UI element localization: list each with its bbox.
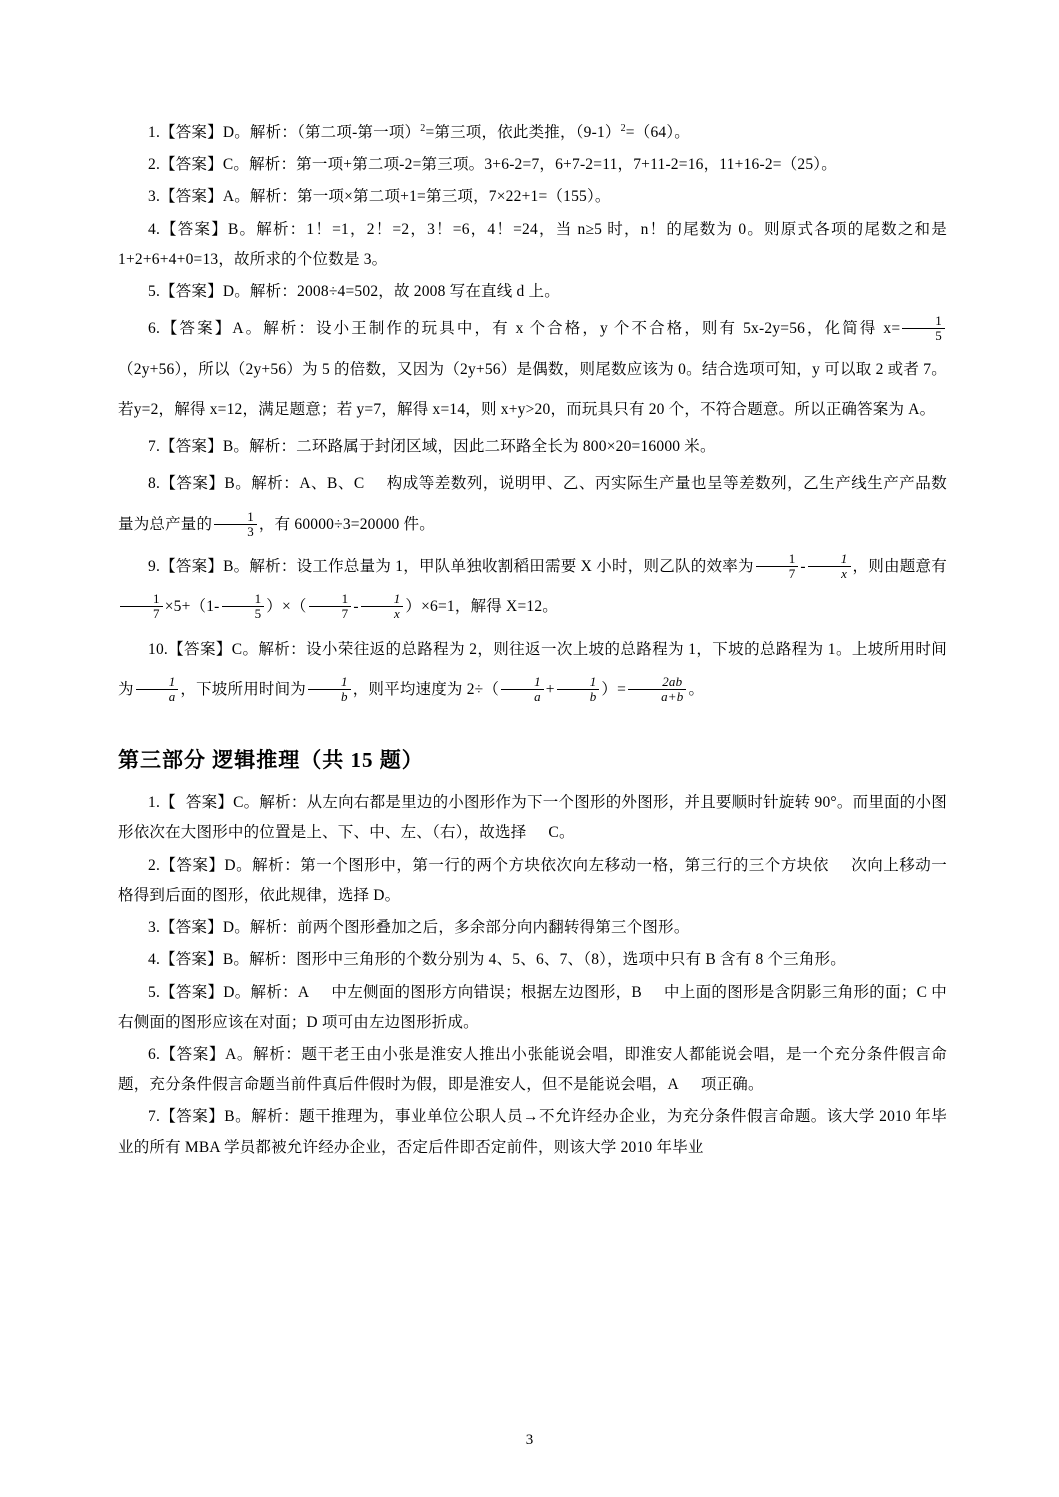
logic-6-part-b: 项正确。 [700, 1076, 764, 1094]
fraction-denominator: x [808, 566, 851, 581]
fraction-numerator: 1 [840, 550, 848, 566]
fraction-one-over-a-2 [501, 675, 544, 704]
fraction-one-fifth-2 [222, 592, 265, 621]
fraction-denominator: 5 [222, 606, 265, 621]
answer-6-part2: （2y+56），所以（2y+56）为 5 的倍数，又因为（2y+56）是偶数，则尾数应该为 0。结合选项可知，y 可以取 2 或者 7。若y=2，解得 x=12，满足题意；若 y=7，解得 x=14，则 x+y>20，而玩具只有 20 个，不符合题意。所以正确答案为 A。 [118, 360, 947, 418]
fraction-denominator: 7 [309, 606, 352, 621]
math-answer-6 [118, 309, 947, 430]
fraction-denominator: 5 [902, 328, 945, 343]
fraction-numerator: 1 [393, 591, 401, 607]
fraction-numerator: 1 [788, 550, 796, 566]
answer-10-part3: ，则平均速度为 2÷（ [352, 680, 500, 698]
logic-5-part-c: 中上面的图形是含阴影三角形的面；C 中右侧面的图形应该在对面；D 项可由左边图形折成。 [118, 983, 947, 1031]
fraction-numerator: 1 [247, 508, 254, 524]
math-answer-3: 3.【答案】A。解析：第一项×第二项+1=第三项，7×22+1=（155）。 [148, 188, 611, 206]
answer-9-part1: 9.【答案】B。解析：设工作总量为 1，甲队单独收割稻田需要 X 小时，则乙队的效率为 [148, 558, 754, 576]
answer-9-part2: ，则由题意有 [852, 558, 948, 576]
fraction-one-over-b [308, 675, 351, 704]
math-answer-9 [118, 547, 947, 628]
fraction-numerator: 1 [153, 591, 160, 607]
fraction-one-seventh [756, 552, 799, 581]
section-title-logic: 第三部分 逻辑推理（共 15 题） [118, 748, 424, 773]
fraction-numerator: 1 [534, 673, 541, 689]
fraction-one-over-x-2 [361, 592, 404, 621]
answer-1-text-part1: 1.【答案】D。解析：（第二项-第一项） [148, 124, 421, 141]
logic-answer-7: 7.【答案】B。解析：题干推理为，事业单位公职人员→不允许经办企业，为充分条件假言命题。该大学 2010 年毕业的所有 MBA 学员都被允许经办企业，否定后件即否定前件，则该大学 2010 年毕业 [118, 1108, 947, 1156]
answer-8-part2: ，有 60000÷3=20000 件。 [258, 515, 435, 533]
fraction-denominator: a [501, 689, 544, 704]
answer-8-part1b: 构成等差数列，说明甲、乙、丙实际生产量也呈等差数列，乙生产线生产产品数量为总产量的 [118, 475, 947, 533]
math-answer-10 [118, 630, 947, 711]
answer-9-part5: - [353, 598, 359, 616]
answer-10-part4: ）= [601, 680, 627, 698]
answer-10-part5: 。 [688, 680, 705, 698]
logic-6-part-a: 6.【答案】A。解析：题干老王由小张是淮安人推出小张能说会唱，即淮安人都能说会唱，是一个充分条件假言命题，充分条件假言命题当前件真后件假时为假，即是淮安人，但不是能说会唱，A [118, 1045, 947, 1094]
logic-1-part-a: 1.【 [148, 794, 176, 812]
fraction-one-third [214, 510, 257, 539]
fraction-numerator: 1 [168, 673, 176, 689]
logic-2-part-a: 2.【答案】D。解析：第一个图形中，第一行的两个方块依次向左移动一格，第三行的三个方块依 [148, 856, 829, 874]
logic-5-part-b: 中左侧面的图形方向错误；根据左边图形，B [331, 983, 642, 1001]
logic-5-part-a: 5.【答案】D。解析：A [148, 983, 310, 1001]
fraction-numerator: 2ab [662, 673, 683, 689]
fraction-one-seventh-3 [309, 592, 352, 621]
answer-9-part3: ×5+（1- [164, 598, 220, 616]
answer-10-part1: 10.【答案】C。解析：设小荣往返的总路程为 2，则往返一次上坡的总路程为 1，下坡的总路程为 1。上坡所用时间为 [118, 640, 947, 698]
fraction-numerator: 1 [341, 591, 349, 607]
fraction-denominator: 7 [756, 566, 799, 581]
answer-1-text-tail: =（64）。 [625, 124, 690, 141]
logic-2-part-b: 次向上移动一格得到后面的图形，依此规律，选择 D。 [118, 856, 947, 904]
fraction-denominator: b [557, 689, 600, 704]
fraction-denominator: 3 [214, 524, 257, 539]
fraction-denominator: x [361, 606, 404, 621]
fraction-one-fifth [902, 314, 945, 343]
logic-1-part-b: 答案】C。解析：从左向右都是里边的小图形作为下一个图形的外图形，并且要顺时针旋转 90°。而里面的小图形依次在大图形中的位置是上、下、中、左、（右），故选择 [118, 794, 947, 842]
math-answer-8 [118, 464, 947, 545]
math-answer-4: 4.【答案】B。解析：1！=1，2！=2，3！=6，4！=24，当 n≥5 时，n！的尾数为 0。则原式各项的尾数之和是 1+2+6+4+0=13，故所求的个位数是 3。 [118, 220, 947, 268]
answer-1-sup1: 2 [420, 122, 426, 134]
fraction-denominator: b [308, 689, 351, 704]
fraction-denominator: 7 [120, 606, 163, 621]
logic-answer-6 [118, 1040, 947, 1100]
fraction-one-over-a [136, 675, 179, 704]
math-answer-7: 7.【答案】B。解析：二环路属于封闭区域，因此二环路全长为 800×20=16000 米。 [148, 438, 716, 456]
answer-9-part4: ）×（ [266, 598, 307, 616]
math-answer-5: 5.【答案】D。解析：2008÷4=502，故 2008 写在直线 d 上。 [148, 283, 560, 301]
fraction-numerator: 1 [589, 673, 597, 689]
fraction-numerator: 1 [254, 591, 262, 607]
answer-10-plus: + [545, 680, 555, 698]
answer-8-part1: 8.【答案】B。解析：A、B、C [148, 475, 365, 493]
answer-6-part1: 6.【答案】A。解析：设小王制作的玩具中，有 x 个合格，y 个不合格，则有 5x-2y=56，化简得 x= [148, 320, 901, 338]
math-answer-2: 2.【答案】C。解析：第一项+第二项-2=第三项。3+6-2=7，6+7-2=11，7+11-2=16，11+16-2=（25）。 [148, 156, 837, 174]
logic-answer-5 [118, 978, 947, 1038]
logic-1-part-c: C。 [548, 824, 575, 842]
fraction-denominator: a+b [628, 689, 686, 704]
fraction-one-over-b-2 [557, 675, 600, 704]
logic-answer-3: 3.【答案】D。解析：前两个图形叠加之后，多余部分向内翻转得第三个图形。 [148, 919, 690, 937]
fraction-one-over-x [808, 552, 851, 581]
answer-9-part6: ）×6=1，解得 X=12。 [405, 598, 558, 616]
answer-1-text-mid: =第三项，依此类推，（9-1） [425, 124, 621, 141]
fraction-denominator: a [136, 689, 179, 704]
answer-10-part2: ，下坡所用时间为 [180, 680, 307, 698]
logic-answer-2 [118, 851, 947, 911]
page-number: 3 [525, 1432, 534, 1448]
logic-answer-1 [118, 788, 947, 848]
logic-answer-4: 4.【答案】B。解析：图形中三角形的个数分别为 4、5、6、7、（8），选项中只有 B 含有 8 个三角形。 [148, 951, 846, 969]
fraction-2ab-over-a-plus-b [628, 675, 686, 704]
answer-9-minus: - [800, 558, 806, 576]
math-answer-1 [118, 118, 947, 148]
fraction-numerator: 1 [935, 313, 942, 329]
answer-1-sup2: 2 [620, 122, 626, 134]
fraction-numerator: 1 [341, 673, 348, 689]
fraction-one-seventh-2 [120, 592, 163, 621]
